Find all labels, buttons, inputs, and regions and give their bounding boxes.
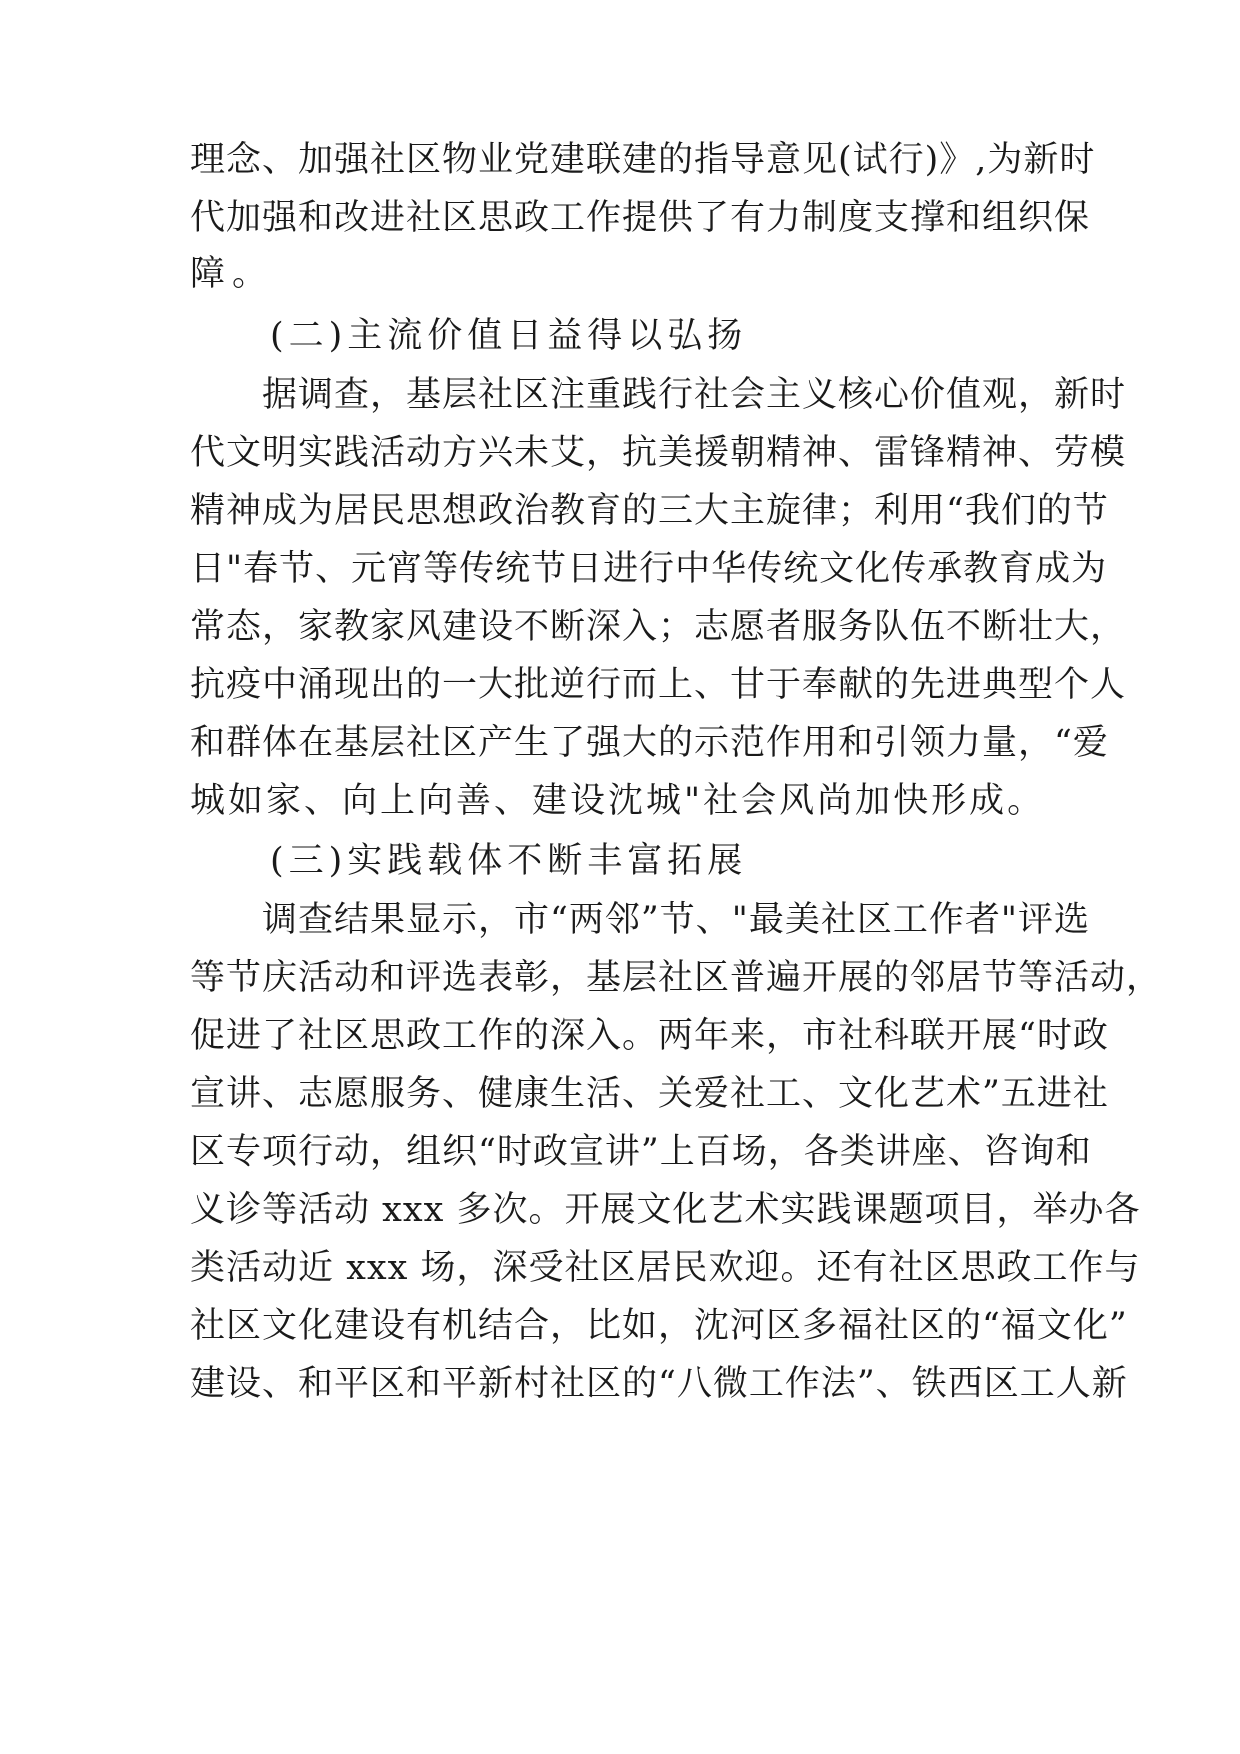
paragraph-2-line-8: 城如家、向上向善、建设沈城"社会风尚加快形成。 (190, 781, 1046, 821)
paragraph-2-line-1: 据调查，基层社区注重践行社会主义核心价值观，新时 (262, 375, 1127, 415)
paragraph-3-line-9: 建设、和平区和平新村社区的“八微工作法”、铁西区工人新 (190, 1364, 1128, 1404)
paragraph-2-line-2: 代文明实践活动方兴未艾，抗美援朝精神、雷锋精神、劳模 (190, 433, 1127, 473)
paragraph-2-line-7: 和群体在基层社区产生了强大的示范作用和引领力量，“爱 (190, 723, 1109, 763)
paragraph-2-line-4: 日"春节、元宵等传统节日进行中华传统文化传承教育成为 (190, 549, 1108, 589)
section-heading-3: (三)实践载体不断丰富拓展 (270, 841, 748, 881)
paragraph-3-line-7: 类活动近 xxx 场，深受社区居民欢迎。还有社区思政工作与 (190, 1248, 1141, 1288)
paragraph-1-line-3: 障。 (190, 254, 275, 294)
paragraph-1-line-1: 理念、加强社区物业党建联建的指导意见(试行)》,为新时 (190, 140, 1096, 180)
paragraph-2-line-6: 抗疫中涌现出的一大批逆行而上、甘于奉献的先进典型个人 (190, 665, 1127, 705)
section-heading-2: (二)主流价值日益得以弘扬 (270, 316, 748, 356)
paragraph-3-line-6: 义诊等活动 xxx 多次。开展文化艺术实践课题项目，举办各 (190, 1190, 1141, 1230)
paragraph-2-line-5: 常态，家教家风建设不断深入；志愿者服务队伍不断壮大， (190, 607, 1127, 647)
paragraph-3-line-2: 等节庆活动和评选表彰，基层社区普遍开展的邻居节等活动， (190, 958, 1163, 998)
paragraph-1-line-2: 代加强和改进社区思政工作提供了有力制度支撑和组织保 (190, 198, 1091, 238)
paragraph-3-line-1: 调查结果显示，市“两邻”节、"最美社区工作者"评选 (262, 900, 1090, 940)
paragraph-2-line-3: 精神成为居民思想政治教育的三大主旋律；利用“我们的节 (190, 491, 1109, 531)
paragraph-3-line-3: 促进了社区思政工作的深入。两年来，市社科联开展“时政 (190, 1016, 1109, 1056)
paragraph-3-line-4: 宣讲、志愿服务、健康生活、关爱社工、文化艺术”五进社 (190, 1074, 1109, 1114)
paragraph-3-line-8: 社区文化建设有机结合，比如，沈河区多福社区的“福文化” (190, 1306, 1128, 1346)
paragraph-3-line-5: 区专项行动，组织“时政宣讲”上百场，各类讲座、咨询和 (190, 1132, 1092, 1172)
